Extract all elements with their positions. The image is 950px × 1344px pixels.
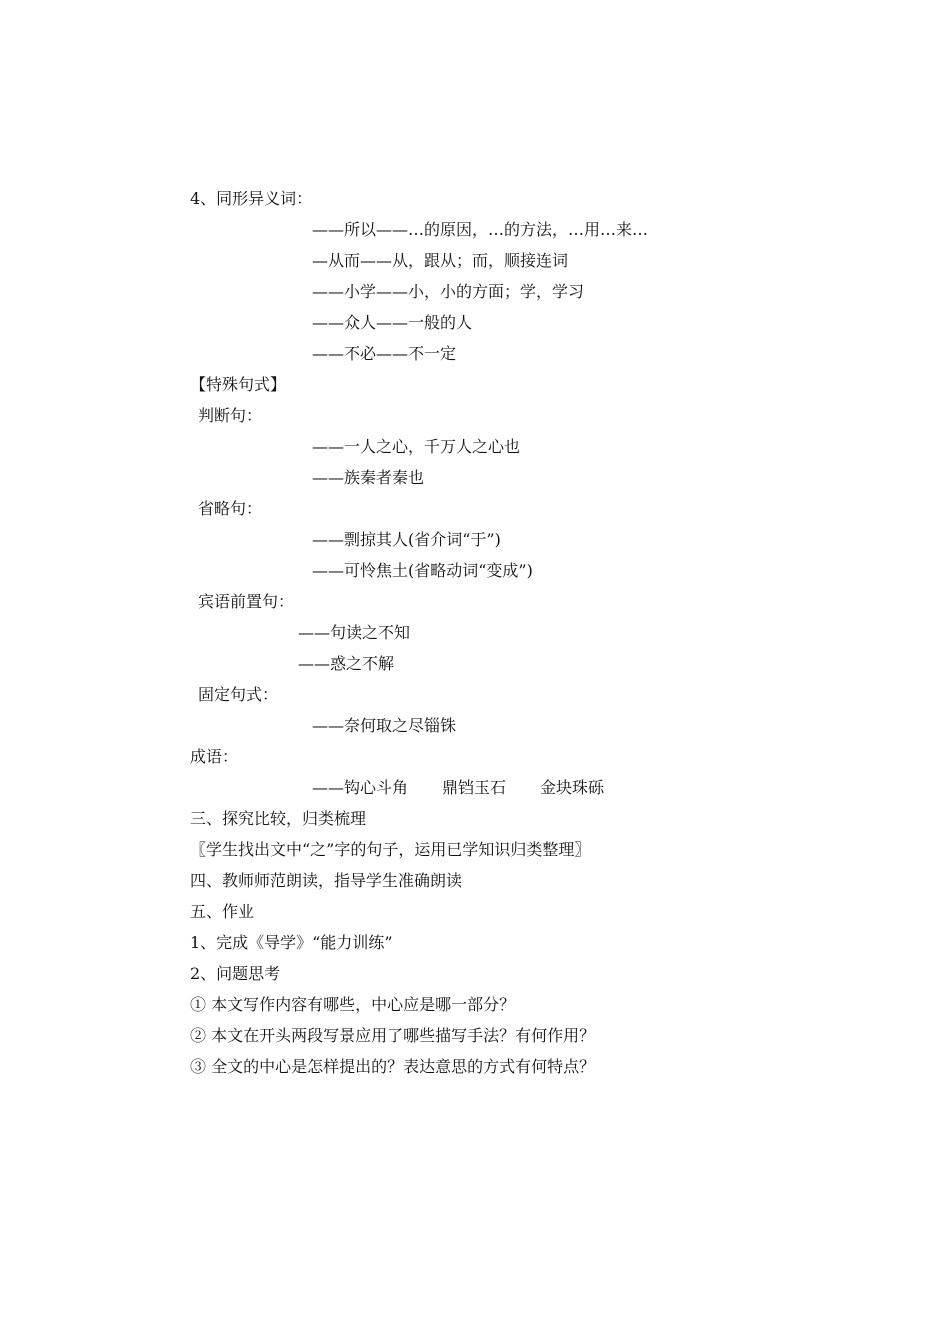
object-front-label: 宾语前置句： <box>198 592 295 611</box>
homograph-item: —从而——从，跟从；而，顺接连词 <box>312 251 569 270</box>
special-sentence-heading: 【特殊句式】 <box>190 375 287 394</box>
idiom-item: 金块珠砾 <box>540 778 605 797</box>
part-4-title: 四、教师师范朗读，指导学生准确朗读 <box>190 871 463 890</box>
homograph-item: ——小学——小，小的方面；学，学习 <box>312 282 585 301</box>
homograph-item: ——不必——不一定 <box>312 344 457 363</box>
fixed-pattern-label: 固定句式： <box>198 685 279 704</box>
homework-task-2: 2、问题思考 <box>190 964 281 983</box>
omission-label: 省略句： <box>198 499 263 518</box>
part-3-title: 三、探究比较，归类梳理 <box>190 809 367 828</box>
question-item: ③ 全文的中心是怎样提出的？表达意思的方式有何特点？ <box>190 1057 596 1076</box>
idioms-row <box>312 778 604 798</box>
omission-item: ——可怜焦土(省略动词“变成”) <box>312 561 533 580</box>
fixed-pattern-item: ——奈何取之尽锱铢 <box>312 716 457 735</box>
part-3-note: 〖学生找出文中“之”字的句子，运用已学知识归类整理〗 <box>190 840 591 859</box>
omission-item: ——剽掠其人(省介词“于”) <box>312 530 501 549</box>
homograph-item: ——所以——…的原因，…的方法，…用…来… <box>312 220 649 239</box>
homework-task-1: 1、完成《导学》“能力训练” <box>190 933 393 952</box>
object-front-item: ——句读之不知 <box>298 623 411 642</box>
idiom-item: ——钩心斗角 <box>312 778 409 797</box>
question-item: ② 本文在开头两段写景应用了哪些描写手法？有何作用？ <box>190 1026 596 1045</box>
part-5-title: 五、作业 <box>190 902 255 921</box>
judgment-item: ——一人之心，千万人之心也 <box>312 437 521 456</box>
question-item: ① 本文写作内容有哪些，中心应是哪一部分？ <box>190 995 516 1014</box>
section-4-heading: 4、同形异义词： <box>190 189 313 208</box>
idioms-label: 成语： <box>190 747 239 766</box>
judgment-label: 判断句： <box>198 406 263 425</box>
homograph-item: ——众人——一般的人 <box>312 313 473 332</box>
idiom-item: 鼎铛玉石 <box>442 778 507 797</box>
judgment-item: ——族秦者秦也 <box>312 468 425 487</box>
object-front-item: ——惑之不解 <box>298 654 395 673</box>
